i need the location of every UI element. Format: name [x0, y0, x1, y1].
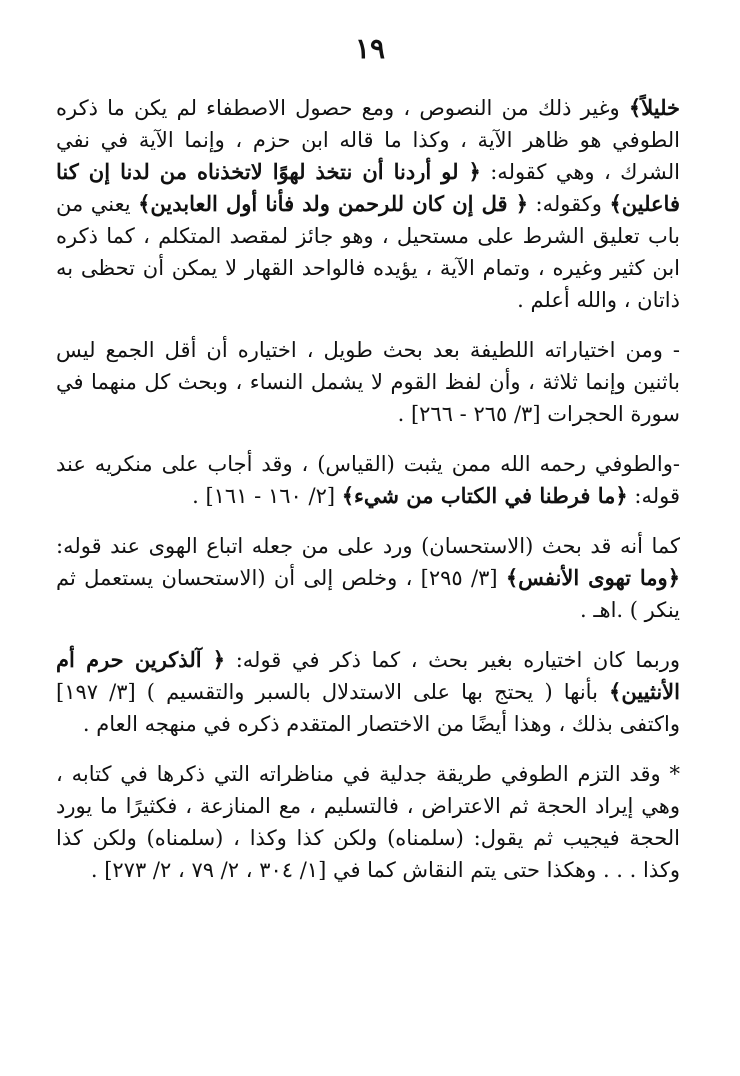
quranic-quote: خليلاً﴾	[628, 95, 680, 120]
quranic-quote: ﴿وما تهوى الأنفس﴾	[505, 565, 680, 590]
text-segment: بأنها ( يحتج بها على الاستدلال بالسبر والتقسيم ) [٣/ ١٩٧] واكتفى بذلك ، وهذا أيضًا من الاختصار المتقدم ذكره في منهجه العام .	[56, 680, 680, 736]
text-segment: * وقد التزم الطوفي طريقة جدلية في مناظراته التي ذكرها في كتابه ، وهي إيراد الحجة ثم الاعتراض ، فالتسليم ، مع المنازعة ، فكثيرًا ما يورد الحجة فيجيب ثم يقول: (سلمناه) ولكن كذا وكذا ، (سلمناه) ولكن كذا وكذا . . . وهكذا حتى يتم النقاش كما في [١/ ٣٠٤ ، ٢/ ٧٩ ، ٢/ ٢٧٣] .	[56, 762, 680, 882]
paragraph-p6	[56, 758, 680, 886]
text-segment: [٣/ ٢٩٥] ، وخلص إلى أن (الاستحسان يستعمل ثم ينكر ) .اهـ .	[56, 566, 680, 622]
text-segment: وغير ذلك من النصوص ، ومع حصول الاصطفاء لم يكن ما ذكره الطوفي هو ظاهر الآية ، وكذا ما قاله ابن حزم ، وإنما الآية في نفي الشرك ، وهي كقوله:	[56, 96, 681, 184]
quranic-quote: ﴿ آلذكرين حرم أم الأنثيين﴾	[56, 647, 680, 704]
text-segment: وربما كان اختياره بغير بحث ، كما ذكر في قوله:	[225, 648, 680, 672]
text-segment: -والطوفي رحمه الله ممن يثبت (القياس) ، وقد أجاب على منكريه عند قوله:	[56, 452, 680, 508]
text-segment: وكقوله:	[528, 192, 610, 216]
paragraph-p2	[56, 334, 680, 430]
text-segment: كما أنه قد بحث (الاستحسان) ورد على من جعله اتباع الهوى عند قوله:	[56, 534, 680, 558]
quranic-quote: ﴿ما فرطنا في الكتاب من شيء﴾	[341, 483, 628, 508]
text-segment: [٢/ ١٦٠ - ١٦١] .	[192, 484, 342, 508]
paragraph-p5	[56, 644, 680, 740]
quranic-quote: ﴿ لو أردنا أن نتخذ لهوًا لاتخذناه من لدنا إن كنا فاعلين﴾	[56, 159, 680, 216]
quranic-quote: ﴿ قل إن كان للرحمن ولد فأنا أول العابدين﴾	[138, 191, 529, 216]
body-text	[56, 92, 680, 886]
text-segment: يعني من باب تعليق الشرط على مستحيل ، وهو جائز لمقصد المتكلم ، كما ذكره ابن كثير وغيره ، وتمام الآية ، يؤيده فالواحد القهار لا يمكن أن تحظى به ذاتان ، والله أعلم .	[56, 192, 680, 312]
paragraph-p4	[56, 530, 680, 626]
text-segment: - ومن اختياراته اللطيفة بعد بحث طويل ، اختياره أن أقل الجمع ليس باثنين وإنما ثلاثة ، وأن لفظ القوم لا يشمل النساء ، وبحث كل منهما في سورة الحجرات [٣/ ٢٦٥ - ٢٦٦] .	[56, 338, 680, 426]
page-number: ١٩	[354, 32, 386, 65]
paragraph-p1	[56, 92, 680, 316]
paragraph-p3	[56, 448, 680, 512]
